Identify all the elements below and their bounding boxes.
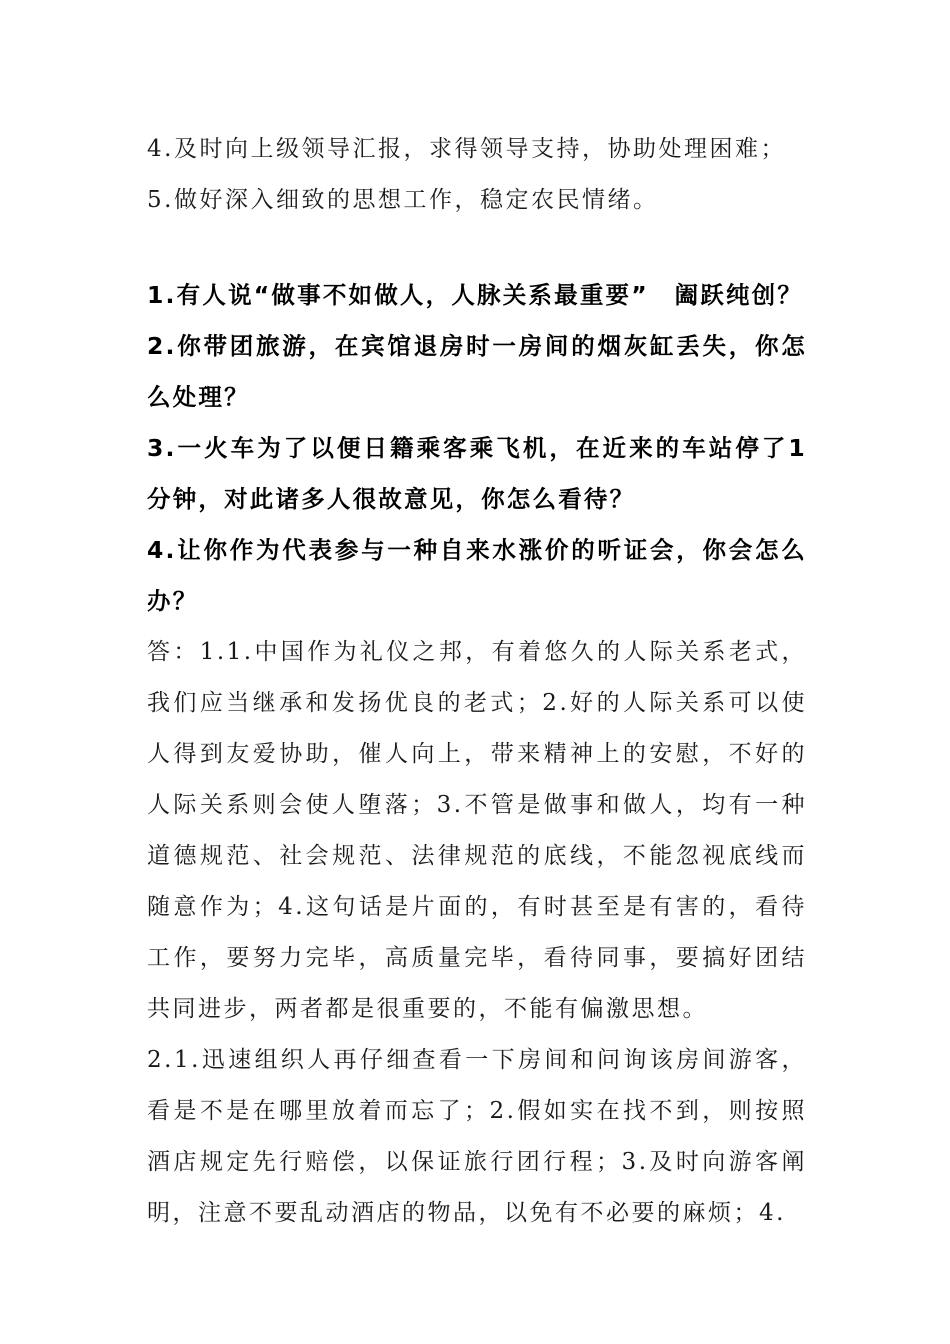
- answer-2: 2.1.迅速组织人再仔细查看一下房间和问询该房间游客，看是不是在哪里放着而忘了；2.假如实在找不到，则按照酒店规定先行赔偿，以保证旅行团行程；3.及时向游客阐明，注意不要乱动酒店的物品，以免有不必要的麻烦；4.: [147, 1047, 807, 1226]
- question-4: 4.让你作为代表参与一种自来水涨价的听证会，你会怎么办？: [147, 536, 807, 615]
- section-gap: [147, 226, 807, 270]
- list-item-4: 4.及时向上级领导汇报，求得领导支持，协助处理困难；: [147, 136, 786, 162]
- answer-1: 答：1.1.中国作为礼仪之邦，有着悠久的人际关系老式，我们应当继承和发扬优良的老式；2.好的人际关系可以使人得到友爱协助，催人向上，带来精神上的安慰，不好的人际关系则会使人堕落；3.不管是做事和做人，均有一种道德规范、社会规范、法律规范的底线，不能忽视底线而随意作为；4.这句话是片面的，有时甚至是有害的，看待工作，要努力完毕，高质量完毕，看待同事，要搞好团结共同进步，两者都是很重要的，不能有偏激思想。: [147, 639, 807, 1022]
- question-2: 2.你带团旅游，在宾馆退房时一房间的烟灰缸丢失，你怎么处理？: [147, 332, 807, 411]
- question-3: 3.一火车为了以便日籍乘客乘飞机，在近来的车站停了1分钟，对此诸多人很故意见，你怎么看待？: [147, 434, 807, 513]
- question-1: 1.有人说“做事不如做人，人脉关系最重要” 阖跃纯创？: [147, 281, 804, 309]
- list-item-5: 5.做好深入细致的思想工作，稳定农民情绪。: [147, 187, 659, 213]
- document-body: [147, 124, 807, 1239]
